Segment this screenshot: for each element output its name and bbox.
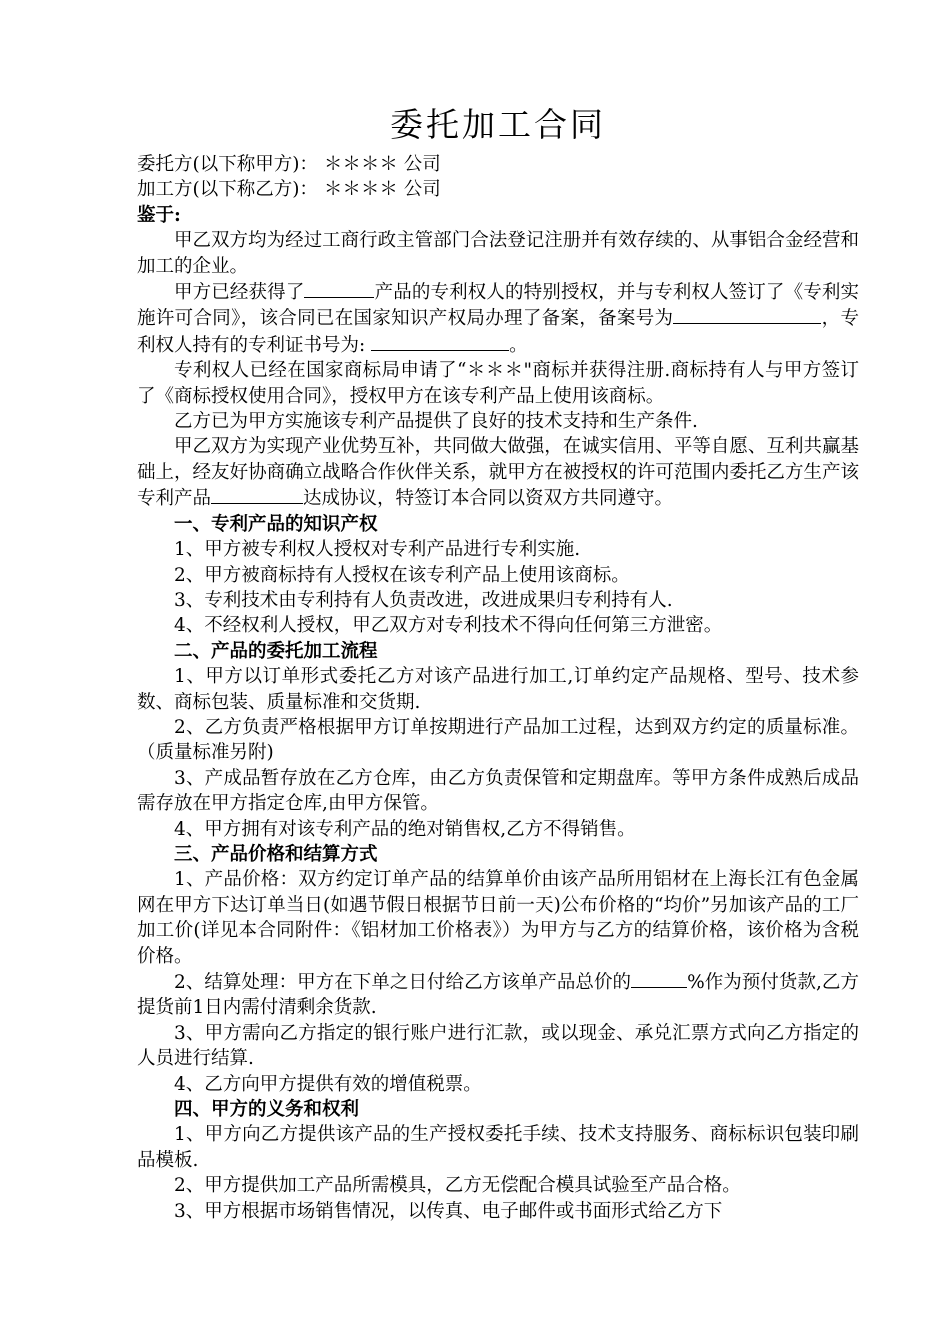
preamble-paragraph-2 xyxy=(137,279,859,358)
principal-name: ＊＊＊＊ 公司 xyxy=(323,154,441,175)
preamble-p5-part-b: 达成协议，特签订本合同以资双方共同遵守。 xyxy=(303,488,674,510)
section-1-item-4: 4、不经权利人授权，甲乙双方对专利技术不得向任何第三方泄密。 xyxy=(174,615,723,637)
section-1-item-1: 1、甲方被专利权人授权对专利产品进行专利实施. xyxy=(174,539,581,561)
preamble-paragraph-1: 甲乙双方均为经过工商行政主管部门合法登记注册并有效存续的、从事铝合金经营和加工的企业。 xyxy=(137,230,859,277)
section-3-item-3: 3、甲方需向乙方指定的银行账户进行汇款，或以现金、承兑汇票方式向乙方指定的人员进行结算. xyxy=(137,1022,859,1070)
preamble-p2-part-a: 甲方已经获得了 xyxy=(174,282,305,304)
preamble-paragraph-3: 专利权人已经在国家商标局申请了“＊＊＊"商标并获得注册.商标持有人与甲方签订了《商标授权使用合同》，授权甲方在该专利产品上使用该商标。 xyxy=(137,360,859,407)
preamble-p2-part-c: ，专利权人持有的专利证书号为: xyxy=(137,308,859,356)
prepayment-percent-blank xyxy=(631,969,687,988)
section-4-item-1: 1、甲方向乙方提供该产品的生产授权委托手续、技术支持服务、商标标识包装印刷品模板. xyxy=(137,1124,859,1171)
section-4-item-3: 3、甲方根据市场销售情况，以传真、电子邮件或书面形式给乙方下 xyxy=(174,1200,723,1222)
processor-label: 加工方(以下称乙方)： xyxy=(137,179,318,201)
section-1-item-2: 2、甲方被商标持有人授权在该专利产品上使用该商标。 xyxy=(174,564,630,586)
whereas-label: 鉴于: xyxy=(137,204,181,226)
processor-name: ＊＊＊＊ 公司 xyxy=(323,179,441,201)
preamble-p2-part-d: 。 xyxy=(509,334,528,356)
preamble-paragraph-5 xyxy=(137,434,859,511)
preamble-p2-part-b: 产品的专利权人的特别授权，并与专利权人签订了《专利实施许可合同》，该合同已在国家知识产权局办理了备案，备案号为 xyxy=(137,282,859,330)
preamble-paragraph-4: 乙方已为甲方实施该专利产品提供了良好的技术支持和生产条件. xyxy=(174,411,698,433)
section-4-item-2: 2、甲方提供加工产品所需模具，乙方无偿配合模具试验至产品合格。 xyxy=(174,1175,741,1197)
section-3-item-2-part-a: 2、结算处理：甲方在下单之日付给乙方该单产品总价的 xyxy=(174,972,632,993)
section-1-item-3: 3、专利技术由专利持有人负责改进，改进成果归专利持有人. xyxy=(174,589,673,611)
section-3-item-4: 4、乙方向甲方提供有效的增值税票。 xyxy=(174,1073,482,1095)
section-2-heading: 二、产品的委托加工流程 xyxy=(174,640,378,662)
section-4-heading: 四、甲方的义务和权利 xyxy=(174,1099,360,1121)
contract-page xyxy=(137,100,859,1224)
section-3-heading: 三、产品价格和结算方式 xyxy=(174,843,378,865)
patent-certificate-blank xyxy=(371,332,509,351)
processor-line xyxy=(137,177,859,202)
section-2-item-3: 3、产成品暂存放在乙方仓库，由乙方负责保管和定期盘库。等甲方条件成熟后成品需存放在甲方指定仓库,由甲方保管。 xyxy=(137,767,859,815)
principal-label: 委托方(以下称甲方)： xyxy=(137,154,318,175)
section-2-item-2: 2、乙方负责严格根据甲方订单按期进行产品加工过程，达到双方约定的质量标准。（质量标准另附) xyxy=(137,716,859,764)
section-2-item-1: 1、甲方以订单形式委托乙方对该产品进行加工,订单约定产品规格、型号、技术参数、商标包装、质量标准和交货期. xyxy=(137,666,859,713)
product-blank xyxy=(211,485,303,504)
product-name-blank xyxy=(304,279,374,298)
section-2-item-4: 4、甲方拥有对该专利产品的绝对销售权,乙方不得销售。 xyxy=(174,818,636,840)
section-3-item-2 xyxy=(137,969,859,1021)
section-1-heading: 一、专利产品的知识产权 xyxy=(174,513,378,535)
section-3-item-1: 1、产品价格：双方约定订单产品的结算单价由该产品所用铝材在上海长江有色金属网在甲方下达订单当日(如遇节假日根据节日前一天)公布价格的“均价”另加该产品的工厂加工价(详见本合同附件：《铝材加工价格表》）为甲方与乙方的结算价格，该价格为含税价格。 xyxy=(137,869,859,967)
principal-line xyxy=(137,152,859,177)
section-3-item-2-part-b: %作为预付货款,乙方提货前1日内需付清剩余货款. xyxy=(137,972,859,1019)
preamble-p5-part-a: 甲乙双方为实现产业优势互补，共同做大做强，在诚实信用、平等自愿、互利共赢基础上，经友好协商确立战略合作伙伴关系，就甲方在被授权的许可范围内委托乙方生产该专利产品 xyxy=(137,436,859,510)
filing-number-blank xyxy=(673,305,821,324)
contract-title: 委托加工合同 xyxy=(390,105,606,144)
